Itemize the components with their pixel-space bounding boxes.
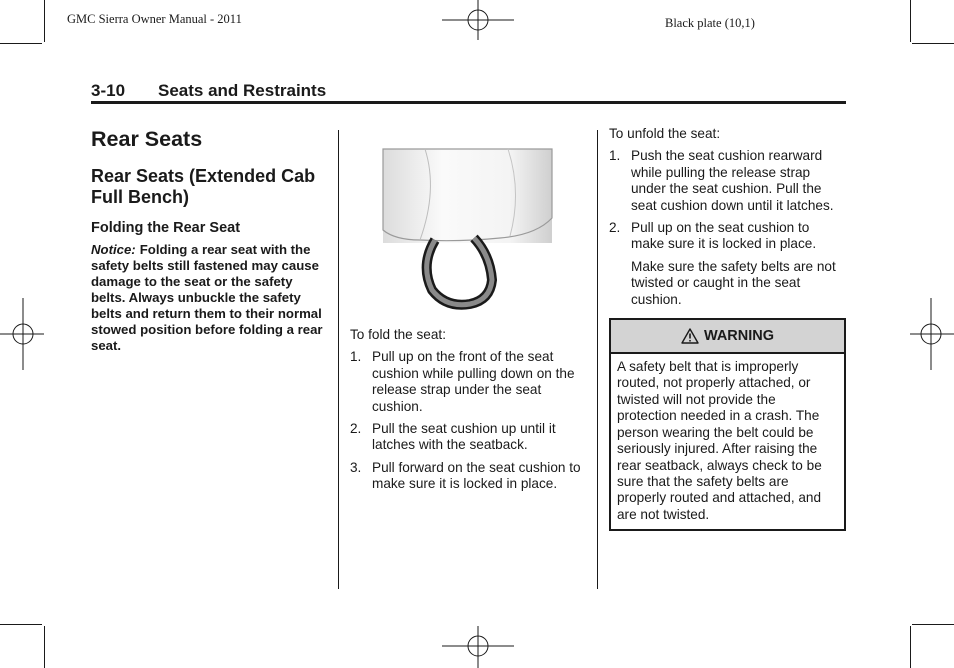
- registration-mark-icon: [0, 298, 44, 370]
- warning-text: A safety belt that is improperly routed, not properly attached, or twisted will not provide the protection needed in a crash. The person wearing the belt could be seriously injured. After raising the rear seatback, always check to be sure that the safety belts are properly routed and attached, and are not twisted.: [617, 359, 822, 522]
- manual-title: GMC Sierra Owner Manual - 2011: [67, 12, 242, 26]
- fold-intro: To fold the seat:: [350, 327, 446, 342]
- notice: [91, 242, 327, 354]
- column-divider: [597, 130, 598, 589]
- fold-steps: [350, 349, 586, 492]
- plate-label: Black plate (10,1): [665, 16, 755, 30]
- registration-mark-icon: [442, 626, 514, 668]
- column-3: [609, 126, 845, 531]
- subsubheading: Folding the Rear Seat: [91, 220, 241, 236]
- page-title: Rear Seats: [91, 127, 203, 151]
- unfold-steps: [609, 148, 845, 252]
- warning-triangle-icon: [681, 328, 699, 344]
- registration-mark-icon: [442, 0, 514, 44]
- list-item: 2. Pull up on the seat cushion to make sure it is locked in place.: [609, 220, 817, 252]
- column-1: [91, 126, 327, 354]
- page-number: 3-10: [91, 81, 126, 100]
- subheading: Rear Seats (Extended Cab Full Bench): [91, 166, 316, 207]
- header-rule: [91, 101, 846, 104]
- notice-label: Notice:: [91, 242, 136, 257]
- section-title: Seats and Restraints: [158, 81, 327, 100]
- list-item: 2. Pull the seat cushion up until it latches with the seatback.: [350, 421, 556, 453]
- warning-header: [611, 320, 844, 354]
- seat-release-strap-illustration: [350, 130, 586, 322]
- list-item: 1. Push the seat cushion rearward while pulling the release strap under the seat cushion. Pull the seat cushion down until it latches.: [609, 148, 834, 213]
- column-divider: [338, 130, 339, 589]
- list-item: 1. Pull up on the front of the seat cushion while pulling down on the release strap under the seat cushion.: [350, 349, 575, 414]
- warning-box: [609, 318, 846, 531]
- registration-mark-icon: [910, 298, 954, 370]
- step-note: Make sure the safety belts are not twisted or caught in the seat cushion.: [631, 258, 836, 307]
- column-2: [350, 130, 586, 499]
- list-item: 3. Pull forward on the seat cushion to make sure it is locked in place.: [350, 459, 581, 492]
- unfold-intro: To unfold the seat:: [609, 126, 721, 141]
- section-heading: [91, 81, 326, 101]
- notice-text: Folding a rear seat with the safety belts still fastened may cause damage to the seat or the safety belts. Always unbuckle the safety belts and return them to their normal stowed position before folding a rear seat.: [91, 242, 323, 353]
- warning-label: WARNING: [703, 328, 775, 345]
